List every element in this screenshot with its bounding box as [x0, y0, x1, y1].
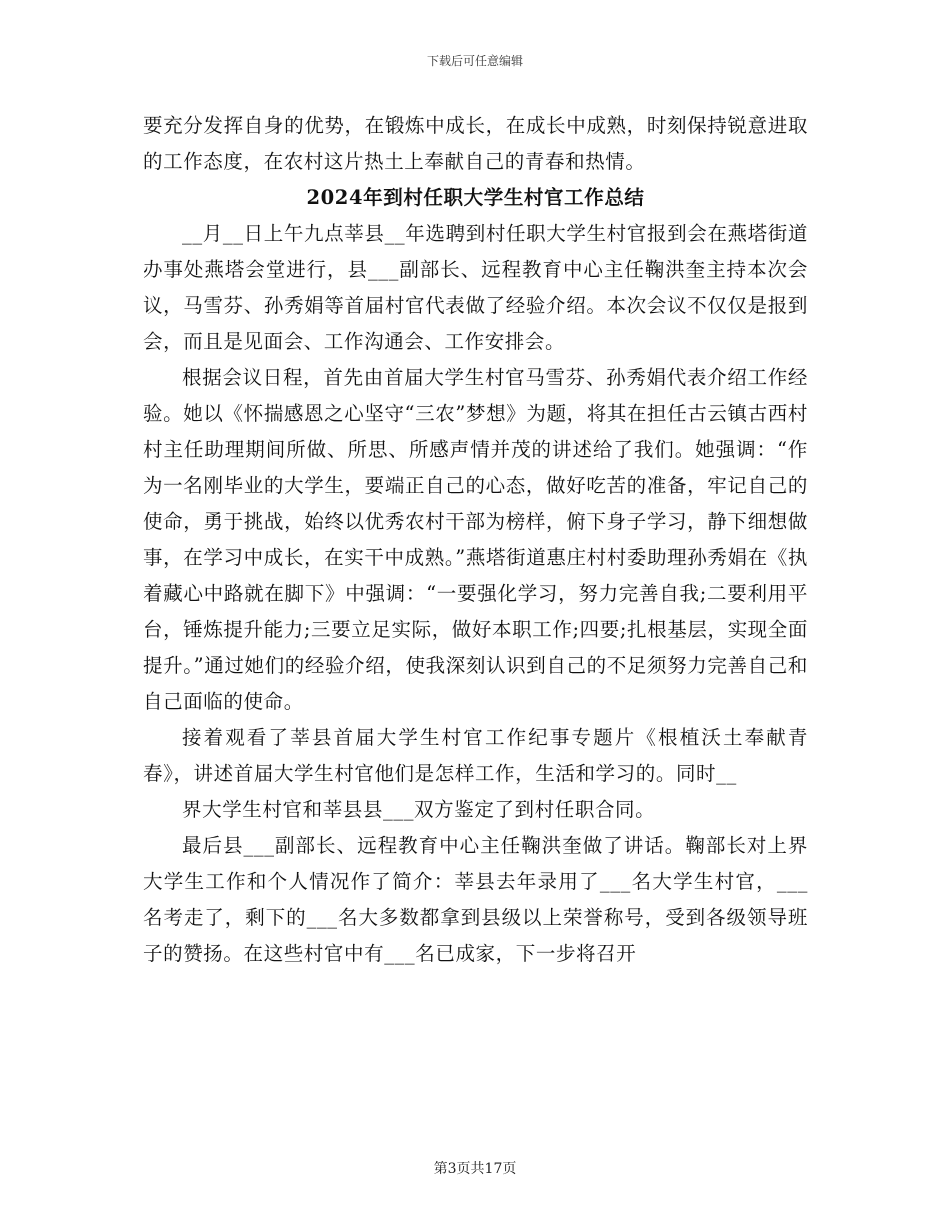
- document-title: 2024年到村任职大学生村官工作总结: [306, 186, 645, 209]
- body-paragraph-1: __月__日上午九点莘县__年选聘到村任职大学生村官报到会在燕塔街道办事处燕塔会堂进行，县___副部长、远程教育中心主任鞠洪奎主持本次会议，马雪芬、孙秀娟等首届村官代表做了经验介绍。本次会议不仅仅是报到会，而且是见面会、工作沟通会、工作安排会。: [143, 222, 808, 353]
- body-paragraph-5: 最后县___副部长、远程教育中心主任鞠洪奎做了讲话。鞠部长对上界大学生工作和个人情况作了简介：莘县去年录用了___名大学生村官，___名考走了，剩下的___名大多数都拿到县级以上荣誉称号，受到各级领导班子的赞扬。在这些村官中有___名已成家，下一步将召开: [143, 834, 808, 965]
- page-header: 下载后可任意编辑: [426, 54, 523, 68]
- document-body: [143, 108, 808, 972]
- continuation-paragraph: 要充分发挥自身的优势，在锻炼中成长，在成长中成熟，时刻保持锐意进取的工作态度，在农村这片热土上奉献自己的青春和热情。: [143, 114, 808, 173]
- body-paragraph-4: 界大学生村官和莘县县___双方鉴定了到村任职合同。: [182, 798, 656, 821]
- page-number: 第3页共17页: [433, 1161, 517, 1177]
- body-paragraph-2: 根据会议日程，首先由首届大学生村官马雪芬、孙秀娟代表介绍工作经验。她以《怀揣感恩之心坚守“三农”梦想》为题，将其在担任古云镇古西村村主任助理期间所做、所思、所感声情并茂的讲述给了我们。她强调：“作为一名刚毕业的大学生，要端正自己的心态，做好吃苦的准备，牢记自己的使命，勇于挑战，始终以优秀农村干部为榜样，俯下身子学习，静下细想做事，在学习中成长，在实干中成熟。”燕塔街道惠庄村村委助理孙秀娟在《执着藏心中路就在脚下》中强调：“一要强化学习，努力完善自我;二要利用平台，锤炼提升能力;三要立足实际，做好本职工作;四要;扎根基层，实现全面提升。”通过她们的经验介绍，使我深刻认识到自己的不足须努力完善自己和自己面临的使命。: [143, 366, 808, 713]
- body-paragraph-3: 接着观看了莘县首届大学生村官工作纪事专题片《根植沃土奉献青春》，讲述首届大学生村官他们是怎样工作，生活和学习的。同时__: [143, 726, 808, 785]
